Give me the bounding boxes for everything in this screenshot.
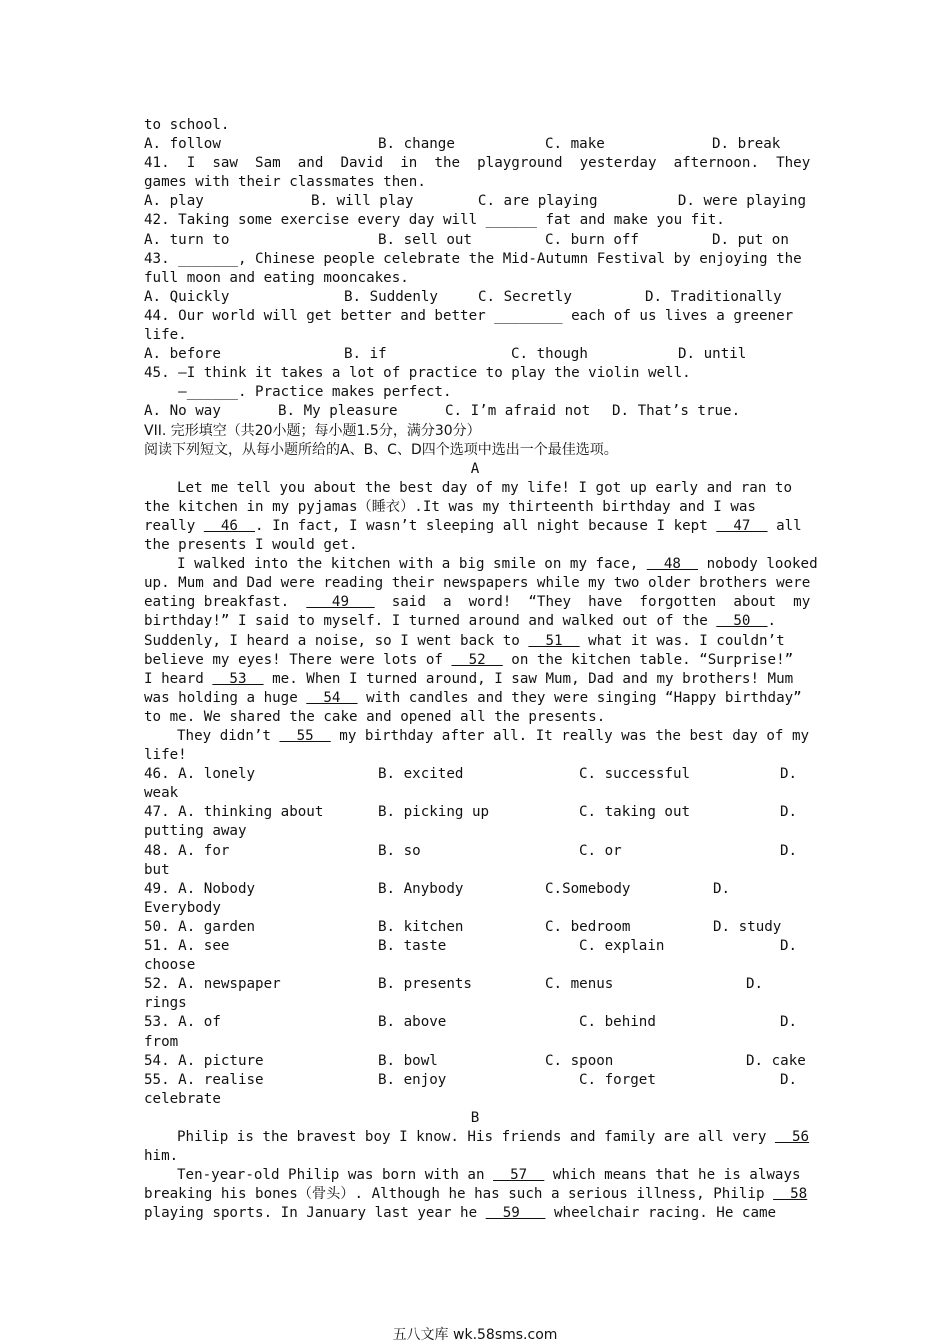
- text-line: life.: [144, 327, 187, 344]
- options-row: [144, 1052, 806, 1071]
- passage-line: believe my eyes! There were lots of 52 on the kitchen table. “Surprise!”: [144, 651, 794, 668]
- option: B. bowl: [378, 1052, 438, 1069]
- option: C. taking out: [579, 804, 691, 821]
- option: C. or: [579, 842, 622, 859]
- option: B. above: [378, 1014, 447, 1031]
- option: 48. A. for: [144, 842, 230, 859]
- option: D. put on: [712, 231, 789, 248]
- option: 54. A. picture: [144, 1052, 264, 1069]
- option-wrap: putting away: [144, 823, 247, 840]
- passage-line: eating breakfast. 49 said a word! “They have forgotten about my: [144, 594, 811, 611]
- option: C. are playing: [477, 193, 598, 210]
- blank-56: 56: [774, 1128, 810, 1145]
- text-line: to school.: [144, 117, 230, 133]
- option: D.: [780, 804, 798, 821]
- options-row: [144, 231, 806, 250]
- option-wrap: choose: [144, 957, 196, 974]
- option: C. explain: [579, 938, 665, 955]
- option: D. were playing: [677, 193, 806, 210]
- option: D.: [780, 938, 798, 955]
- option: D.: [780, 1014, 798, 1031]
- option-wrap: from: [144, 1033, 179, 1050]
- section-heading: VII. 完形填空（共20小题；每小题1.5分，满分30分）: [144, 422, 481, 439]
- passage-line: Suddenly, I heard a noise, so I went back to 51 what it was. I couldn’t: [144, 632, 785, 649]
- passage-line: was holding a huge 54 with candles and they were singing “Happy birthday”: [144, 689, 802, 706]
- option: D. break: [712, 136, 781, 153]
- passage-line: birthday!” I said to myself. I turned around and walked out of the 50 .: [144, 613, 777, 630]
- option: 50. A. garden: [144, 918, 256, 935]
- options-row: [144, 1071, 806, 1090]
- option: D. That’s true.: [612, 403, 741, 420]
- passage-line: playing sports. In January last year he 59 wheelchair racing. He came: [144, 1205, 777, 1222]
- option: A. Quickly: [144, 288, 230, 305]
- passage-line: They didn’t 55 my birthday after all. It really was the best day of my: [177, 728, 810, 744]
- blank-55: 55: [279, 728, 331, 744]
- option-wrap: rings: [144, 995, 187, 1012]
- exam-page: [144, 116, 818, 1223]
- option: 51. A. see: [144, 938, 230, 955]
- option: D.: [746, 976, 764, 993]
- option-wrap: weak: [144, 785, 179, 802]
- options-row: [144, 345, 806, 364]
- option: B. taste: [378, 938, 447, 955]
- text-line: —______. Practice makes perfect.: [144, 384, 452, 401]
- blank-58: 58: [773, 1186, 808, 1203]
- option: B. sell out: [378, 231, 472, 248]
- option: A. turn to: [144, 231, 230, 248]
- option: D. Traditionally: [645, 288, 782, 305]
- option: D.: [780, 842, 798, 859]
- question-45: 45. —I think it takes a lot of practice to play the violin well.: [144, 365, 691, 382]
- passage-line: him.: [144, 1148, 179, 1165]
- option: D. cake: [746, 1052, 806, 1069]
- option: B. excited: [378, 766, 464, 783]
- option: D.: [713, 880, 731, 897]
- option: A. follow: [144, 136, 221, 153]
- passage-line: life!: [144, 747, 187, 764]
- options-row: [144, 1013, 806, 1032]
- option-wrap: but: [144, 861, 170, 878]
- text-line: full moon and eating mooncakes.: [144, 269, 409, 286]
- blank-49: 49: [306, 594, 375, 611]
- options-row: [144, 402, 806, 421]
- options-row: [144, 975, 806, 994]
- passage-line: up. Mum and Dad were reading their newspapers while my two older brothers were: [144, 575, 811, 592]
- option: C.Somebody: [545, 880, 631, 897]
- passage-a-label: A: [470, 460, 480, 477]
- option: C. successful: [579, 766, 691, 783]
- options-row: [144, 192, 806, 211]
- instructions: 阅读下列短文，从每小题所给的A、B、C、D四个选项中选出一个最佳选项。: [144, 441, 618, 458]
- text-line: games with their classmates then.: [144, 174, 426, 191]
- blank-47: 47: [716, 517, 768, 534]
- option: B. My pleasure: [278, 403, 398, 420]
- option: B. so: [378, 842, 421, 859]
- options-row: [144, 918, 806, 937]
- option: B. change: [378, 136, 455, 153]
- passage-line: I heard 53 me. When I turned around, I saw Mum, Dad and my brothers! Mum: [144, 670, 794, 687]
- option: D. study: [713, 918, 782, 935]
- blank-57: 57: [493, 1167, 545, 1184]
- option: B. will play: [310, 193, 414, 210]
- footer-watermark: 五八文库 wk.58sms.com: [392, 1327, 558, 1343]
- option: C. bedroom: [545, 918, 631, 935]
- passage-line: I walked into the kitchen with a big smile on my face, 48 nobody looked: [177, 556, 818, 573]
- blank-50: 50: [716, 613, 768, 630]
- question-44: 44. Our world will get better and better ________ each of us lives a greener: [144, 307, 794, 324]
- options-row: [144, 288, 806, 307]
- option: C. though: [511, 346, 588, 363]
- option: B. enjoy: [378, 1071, 447, 1088]
- option: D.: [780, 1071, 798, 1088]
- option: C. behind: [579, 1014, 656, 1031]
- option: C. burn off: [545, 231, 639, 248]
- passage-line: really 46 . In fact, I wasn’t sleeping all night because I kept 47 all: [144, 517, 802, 534]
- option: 46. A. lonely: [144, 766, 256, 783]
- option: B. Suddenly: [344, 288, 438, 305]
- option: 53. A. of: [144, 1014, 221, 1031]
- option: C. I’m afraid not: [445, 403, 591, 420]
- blank-52: 52: [451, 651, 503, 668]
- option: A. No way: [144, 403, 221, 420]
- option: 47. A. thinking about: [144, 804, 324, 821]
- option: A. play: [144, 193, 204, 210]
- option-wrap: celebrate: [144, 1090, 221, 1107]
- option: C. forget: [579, 1071, 656, 1088]
- passage-line: the kitchen in my pyjamas（睡衣）.It was my thirteenth birthday and I was: [144, 498, 756, 515]
- options-row: [144, 135, 806, 154]
- question-42: 42. Taking some exercise every day will ______ fat and make you fit.: [144, 212, 725, 229]
- passage-line: Philip is the bravest boy I know. His friends and family are all very 56: [177, 1128, 810, 1145]
- blank-53: 53: [212, 670, 264, 687]
- blank-59: 59: [485, 1205, 546, 1222]
- option: B. Anybody: [378, 880, 464, 897]
- options-row: [144, 842, 806, 861]
- passage-line: the presents I would get.: [144, 537, 358, 554]
- passage-line: to me. We shared the cake and opened all the presents.: [144, 708, 606, 725]
- question-43: 43. _______, Chinese people celebrate the Mid-Autumn Festival by enjoying the: [144, 250, 802, 267]
- option: B. presents: [378, 976, 472, 993]
- option: C. menus: [545, 976, 614, 993]
- option: C. make: [545, 136, 605, 153]
- option: A. before: [144, 346, 221, 363]
- passage-b-label: B: [470, 1109, 480, 1126]
- option-wrap: Everybody: [144, 899, 221, 916]
- blank-48: 48: [646, 556, 699, 573]
- options-row: [144, 880, 806, 899]
- blank-51: 51: [528, 632, 580, 649]
- option: 55. A. realise: [144, 1071, 264, 1088]
- option: B. picking up: [378, 804, 490, 821]
- question-41: 41. I saw Sam and David in the playground yesterday afternoon. They: [144, 155, 811, 172]
- option: 49. A. Nobody: [144, 880, 256, 897]
- options-row: [144, 765, 806, 784]
- passage-line: breaking his bones（骨头）. Although he has such a serious illness, Philip 58: [144, 1186, 808, 1203]
- option: B. kitchen: [378, 918, 464, 935]
- blank-54: 54: [306, 689, 358, 706]
- option: D.: [780, 766, 798, 783]
- option: C. Secretly: [478, 288, 572, 305]
- option: B. if: [344, 346, 387, 363]
- blank-46: 46: [203, 517, 256, 534]
- options-row: [144, 937, 806, 956]
- option: D. until: [678, 346, 747, 363]
- passage-line: Let me tell you about the best day of my life! I got up early and ran to: [177, 479, 792, 496]
- option: 52. A. newspaper: [144, 976, 281, 993]
- options-row: [144, 803, 806, 822]
- option: C. spoon: [545, 1052, 614, 1069]
- passage-line: Ten-year-old Philip was born with an 57 which means that he is always: [177, 1167, 801, 1184]
